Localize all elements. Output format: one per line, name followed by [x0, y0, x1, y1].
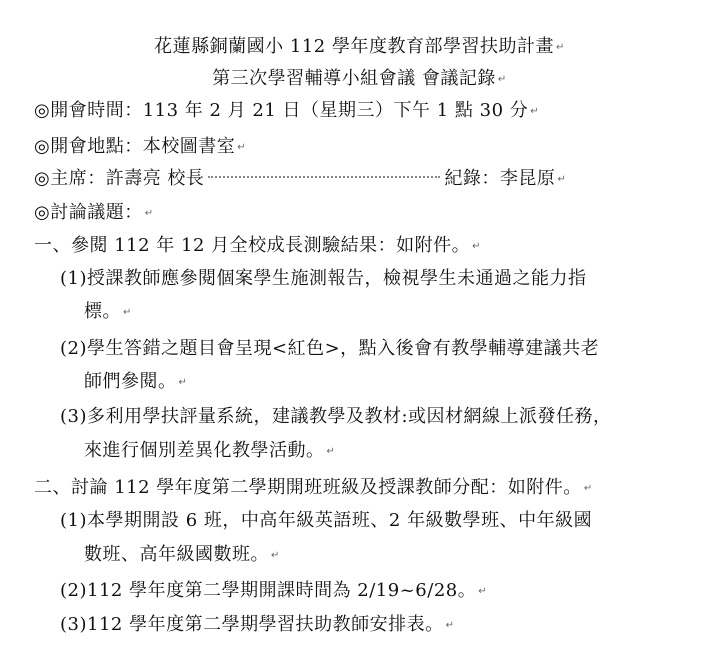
recorder-text: 紀錄：李昆原: [444, 168, 556, 189]
meeting-place-text: ◎開會地點：本校圖書室: [34, 136, 236, 157]
agenda-heading-text: ◎討論議題：: [34, 202, 143, 223]
sub-item-text: (3)112 學年度第二學期學習扶助教師安排表。: [60, 614, 444, 635]
chair-recorder-line: [34, 168, 566, 191]
paragraph-mark: ↵: [530, 106, 540, 117]
chair-text: ◎主席：許壽亮 校長: [34, 168, 205, 189]
paragraph-mark: ↵: [123, 307, 132, 318]
paragraph-mark: ↵: [557, 174, 567, 185]
paragraph-mark: ↵: [583, 483, 593, 494]
paragraph-mark: ↵: [478, 586, 488, 597]
agenda-item-1-sub-3-cont: [84, 440, 335, 463]
title-text-1: 花蓮縣銅蘭國小 112 學年度教育部學習扶助計畫: [154, 36, 554, 57]
agenda-item-1-sub-3: [60, 406, 612, 428]
agenda-item-1-text: 一、參閱 112 年 12 月全校成長測驗結果：如附件。: [34, 235, 471, 256]
sub-item-text: 師們參閱。: [84, 371, 177, 392]
sub-item-text: (2)112 學年度第二學期開課時間為 2/19~6/28。: [60, 580, 477, 601]
sub-item-text: (1)本學期開設 6 班，中高年級英語班、2 年級數學班、中年級國: [60, 510, 593, 531]
agenda-item-2-sub-1-cont: [84, 544, 280, 567]
meeting-place: [34, 136, 246, 159]
leader-dots: [208, 176, 440, 178]
title-line-2: [0, 68, 719, 91]
agenda-item-1-heading: [34, 235, 481, 258]
agenda-item-2-heading: [34, 477, 593, 500]
paragraph-mark: ↵: [326, 446, 336, 457]
meeting-time-text: ◎開會時間：113 年 2 月 21 日（星期三）下午 1 點 30 分: [34, 100, 529, 121]
paragraph-mark: ↵: [144, 208, 154, 219]
sub-item-text: 來進行個別差異化教學活動。: [84, 440, 325, 461]
meeting-time: [34, 100, 539, 123]
sub-item-text: (1)授課教師應參閱個案學生施測報告，檢視學生未通過之能力指: [60, 268, 587, 289]
agenda-item-2-sub-2: [60, 580, 487, 603]
agenda-item-1-sub-1-cont: [84, 301, 132, 324]
paragraph-mark: ↵: [237, 142, 247, 153]
agenda-heading: [34, 202, 154, 225]
paragraph-mark: ↵: [271, 550, 280, 561]
title-line-1: [0, 36, 719, 59]
sub-item-text: 數班、高年級國數班。: [84, 544, 269, 565]
agenda-item-1-sub-2: [60, 338, 599, 360]
sub-item-text: (3)多利用學扶評量系統，建議教學及教材:或因材網線上派發任務，: [60, 406, 612, 427]
paragraph-mark: ↵: [178, 377, 188, 388]
title-text-2: 第三次學習輔導小組會議 會議記錄: [212, 68, 496, 89]
paragraph-mark: ↵: [445, 620, 455, 631]
sub-item-text: 標。: [84, 301, 121, 322]
paragraph-mark: ↵: [497, 74, 507, 85]
agenda-item-2-sub-3: [60, 614, 454, 637]
paragraph-mark: ↵: [555, 42, 565, 53]
sub-item-text: (2)學生答錯之題目會呈現<紅色>，點入後會有教學輔導建議共老: [60, 338, 600, 359]
paragraph-mark: ↵: [472, 241, 482, 252]
agenda-item-1-sub-1: [60, 268, 587, 290]
agenda-item-2-text: 二、討論 112 學年度第二學期開班班級及授課教師分配：如附件。: [34, 477, 582, 498]
agenda-item-2-sub-1: [60, 510, 592, 532]
agenda-item-1-sub-2-cont: [84, 371, 187, 394]
